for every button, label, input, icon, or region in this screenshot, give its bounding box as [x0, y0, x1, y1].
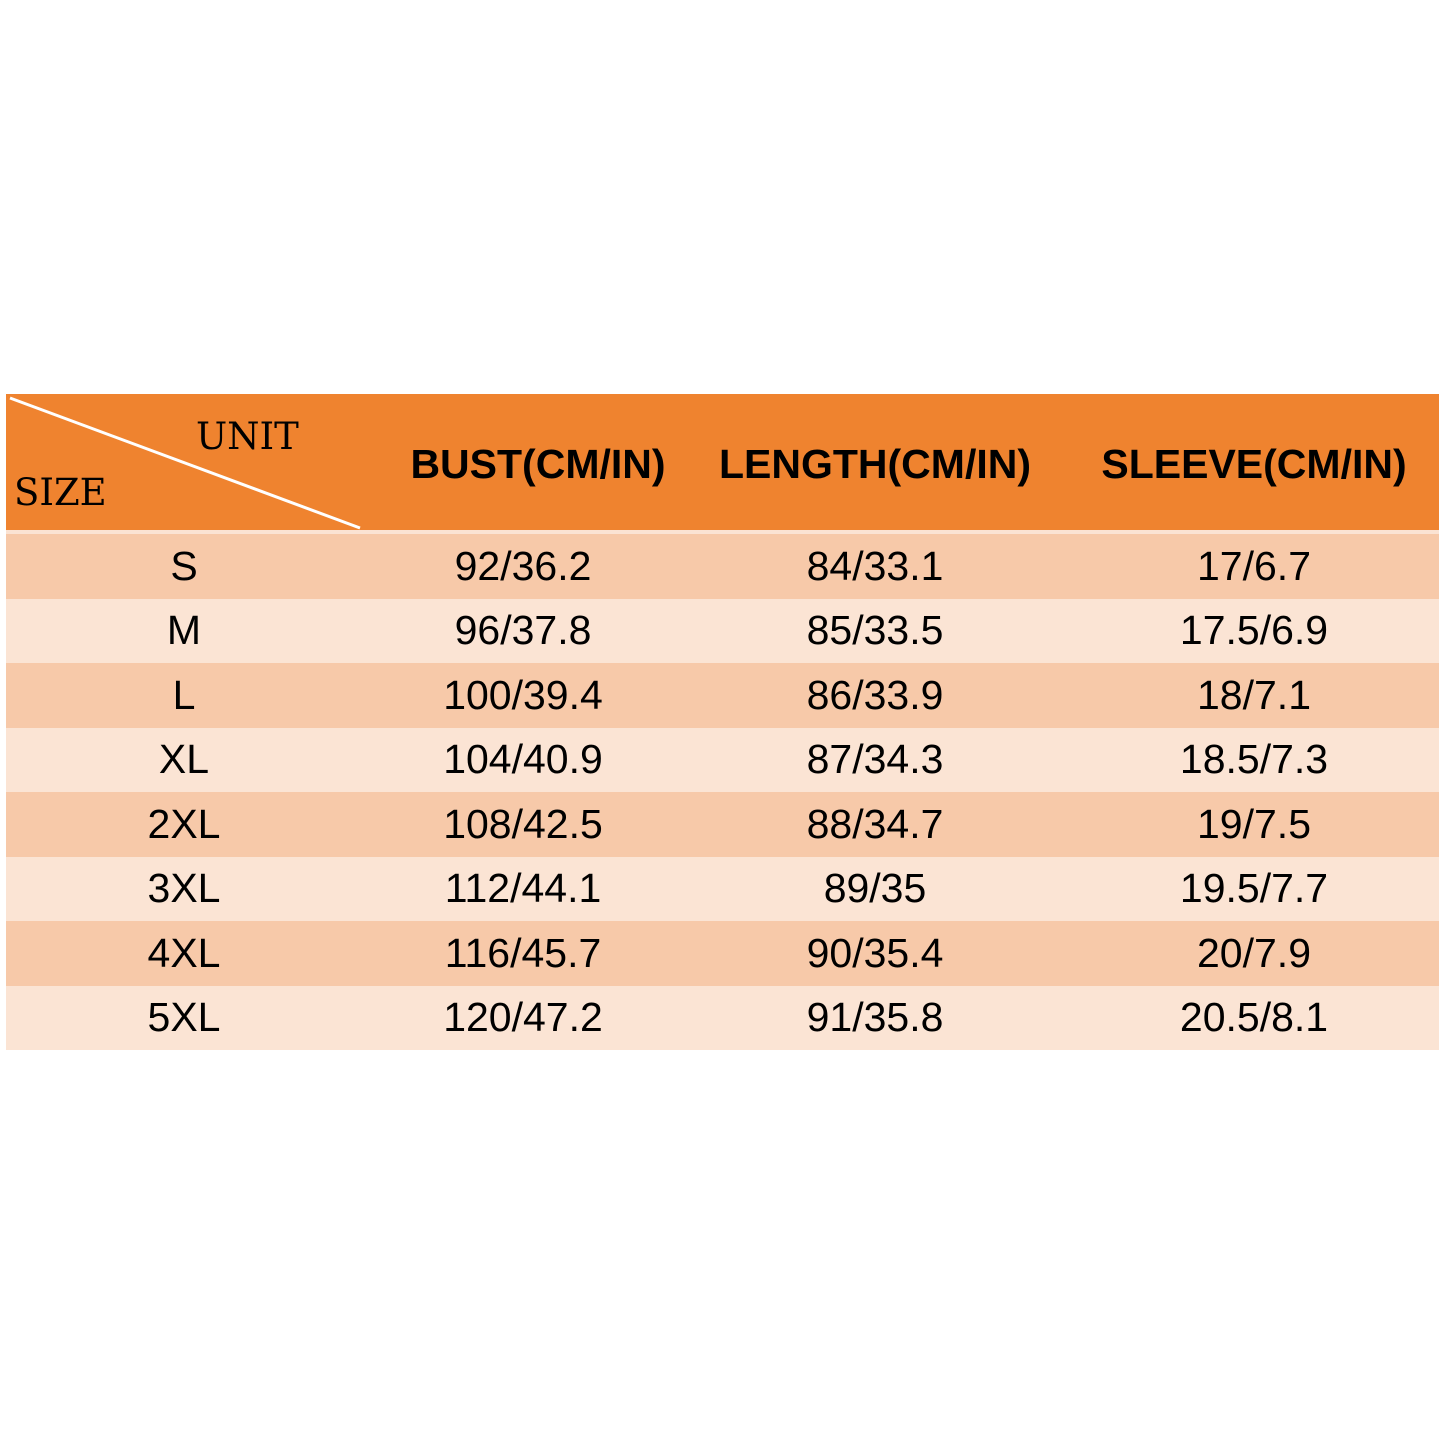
- size-chart-table: [6, 394, 1439, 1050]
- size-cell: 4XL: [147, 929, 221, 976]
- table-row: [6, 986, 1439, 1051]
- sleeve-cell: 17/6.7: [1197, 542, 1311, 589]
- size-cell: 3XL: [147, 865, 221, 912]
- size-cell: M: [166, 607, 202, 654]
- sleeve-cell: 19/7.5: [1197, 800, 1311, 847]
- table-body: [6, 534, 1439, 1050]
- length-cell: 84/33.1: [806, 542, 944, 589]
- length-cell: 89/35: [823, 865, 927, 912]
- length-cell: 87/34.3: [806, 736, 944, 783]
- column-header-length: LENGTH(CM/IN): [718, 440, 1031, 487]
- bust-cell: 116/45.7: [444, 929, 602, 976]
- sleeve-cell: 20.5/8.1: [1179, 994, 1329, 1041]
- table-row: [6, 857, 1439, 922]
- bust-cell: 112/44.1: [444, 865, 602, 912]
- table-row: [6, 921, 1439, 986]
- size-cell: S: [170, 542, 198, 589]
- sleeve-cell: 17.5/6.9: [1179, 607, 1329, 654]
- sleeve-cell: 20/7.9: [1197, 929, 1311, 976]
- sleeve-cell: 18.5/7.3: [1179, 736, 1329, 783]
- length-cell: 85/33.5: [806, 607, 944, 654]
- table-row: [6, 534, 1439, 599]
- length-cell: 91/35.8: [806, 994, 944, 1041]
- sleeve-cell: 19.5/7.7: [1179, 865, 1329, 912]
- length-cell: 88/34.7: [806, 800, 944, 847]
- bust-cell: 92/36.2: [454, 542, 592, 589]
- table-header-row: [6, 394, 1439, 530]
- sleeve-cell: 18/7.1: [1197, 671, 1311, 718]
- length-cell: 86/33.9: [806, 671, 944, 718]
- table-row: [6, 663, 1439, 728]
- table-row: [6, 792, 1439, 857]
- bust-cell: 104/40.9: [443, 736, 603, 783]
- size-cell: 2XL: [147, 800, 221, 847]
- bust-cell: 100/39.4: [443, 671, 603, 718]
- size-cell: 5XL: [147, 994, 221, 1041]
- bust-cell: 96/37.8: [454, 607, 592, 654]
- unit-label: UNIT: [196, 415, 299, 458]
- length-cell: 90/35.4: [806, 929, 944, 976]
- column-header-bust: BUST(CM/IN): [410, 440, 666, 487]
- table-row: [6, 599, 1439, 664]
- size-label: SIZE: [14, 471, 107, 514]
- bust-cell: 120/47.2: [443, 994, 603, 1041]
- corner-cell: [6, 394, 362, 530]
- column-header-sleeve: SLEEVE(CM/IN): [1101, 440, 1407, 487]
- size-cell: XL: [158, 736, 210, 783]
- bust-cell: 108/42.5: [443, 800, 603, 847]
- size-cell: L: [172, 671, 196, 718]
- table-row: [6, 728, 1439, 793]
